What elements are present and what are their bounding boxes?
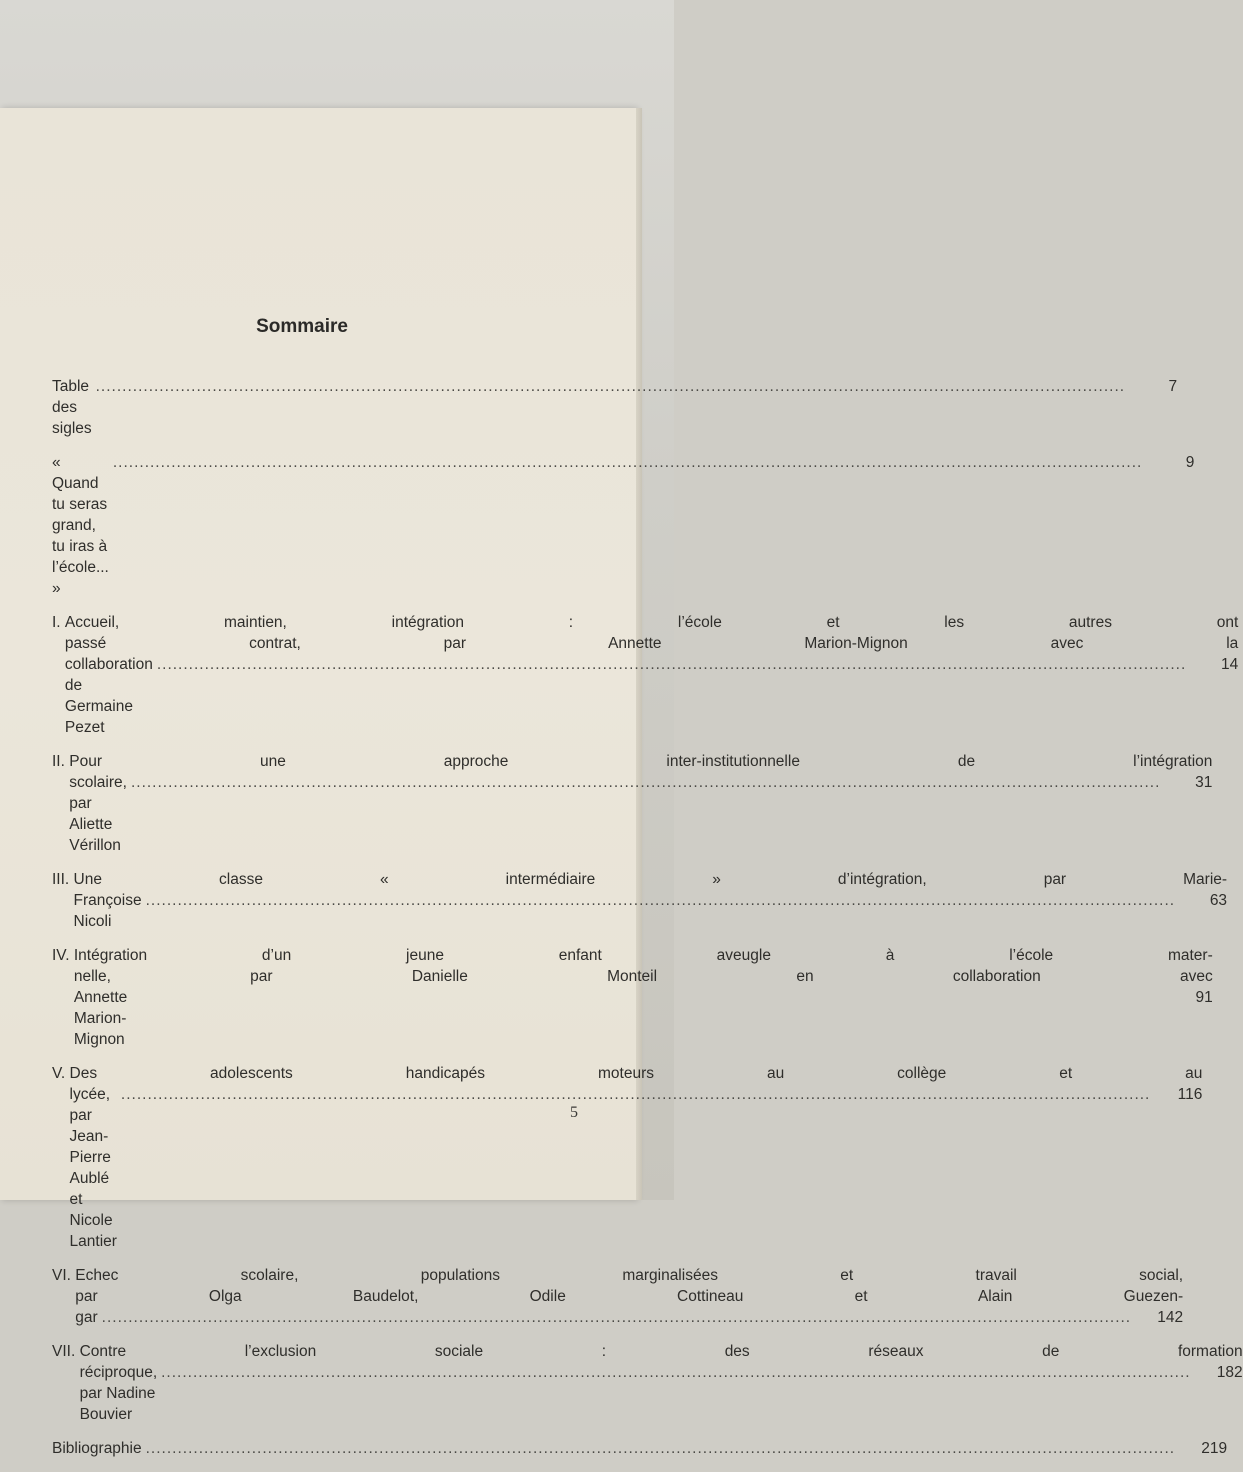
toc-entry-line: Une classe « intermédiaire » d’intégration, par Marie-	[73, 871, 1228, 888]
toc-entry	[52, 376, 1178, 439]
toc-entry-number: I.	[52, 614, 65, 631]
toc-entry-number: III.	[52, 871, 74, 888]
toc-entry-last-line	[65, 654, 1238, 738]
toc-page-number: 142	[1157, 1309, 1184, 1326]
dot-leader	[102, 1307, 1131, 1328]
table-of-contents	[52, 376, 1243, 1472]
toc-entry-number: V.	[52, 1065, 70, 1082]
toc-entry-last-line	[69, 772, 1212, 856]
dot-leader	[113, 452, 1142, 473]
toc-page-number: 182	[1216, 1364, 1243, 1381]
toc-entry	[52, 945, 1213, 1050]
toc-entry-body	[70, 1063, 1203, 1252]
toc-entry-line: passé contrat, par Annette Marion-Mignon avec la	[64, 635, 1239, 652]
toc-entry	[52, 751, 1213, 856]
toc-page-number: 63	[1209, 892, 1228, 909]
dot-leader	[121, 1084, 1150, 1105]
toc-entry-line: Contre l’exclusion sociale : des réseaux de formation	[79, 1343, 1243, 1360]
toc-page-number: 14	[1221, 656, 1239, 673]
toc-entry-title: Bibliographie	[52, 1440, 142, 1457]
toc-entry-title: Françoise Nicoli	[73, 892, 142, 930]
toc-entry-title: gar	[75, 1309, 98, 1326]
toc-entry-body	[74, 945, 1213, 1050]
toc-page-number: 91	[1195, 989, 1213, 1006]
dot-leader	[131, 772, 1160, 793]
dot-leader	[161, 1362, 1190, 1383]
dot-leader	[157, 654, 1186, 675]
toc-entry-line: Intégration d’un jeune enfant aveugle à l’école mater-	[73, 947, 1213, 964]
toc-entry-body	[74, 869, 1228, 932]
page-folio: 5	[570, 1104, 578, 1121]
toc-entry-number: II.	[52, 753, 70, 770]
toc-entry	[52, 612, 1239, 738]
toc-entry-title: lycée, par Jean-Pierre Aublé et Nicole Lantier	[69, 1086, 117, 1250]
toc-page-number: 219	[1201, 1440, 1228, 1457]
toc-entry-last-line	[74, 890, 1228, 932]
toc-entry-line: Des adolescents handicapés moteurs au collège et au	[69, 1065, 1203, 1082]
dot-leader	[146, 890, 1175, 911]
toc-entry-title: Table des sigles	[52, 378, 92, 437]
toc-entry-line: nelle, par Danielle Monteil en collaboration avec	[73, 968, 1213, 985]
toc-entry-last-line	[70, 1084, 1203, 1252]
toc-entry	[52, 869, 1228, 932]
toc-entry	[52, 452, 1195, 599]
toc-entry-body	[69, 751, 1212, 856]
toc-entry-last-line	[75, 1307, 1183, 1328]
toc-entry-body	[65, 612, 1238, 738]
toc-page-number: 7	[1168, 378, 1178, 395]
toc-entry-last-line	[52, 1438, 1227, 1459]
toc-entry	[52, 1438, 1228, 1459]
toc-entry-title: scolaire, par Aliette Vérillon	[69, 774, 127, 854]
toc-page-number: 9	[1185, 454, 1195, 471]
toc-entry-body	[75, 1265, 1183, 1328]
toc-entry-title: Annette Marion-Mignon	[73, 989, 128, 1048]
toc-entry	[52, 1341, 1243, 1425]
page-title: Sommaire	[256, 316, 348, 337]
toc-entry-last-line	[52, 452, 1194, 599]
toc-entry-line: Echec scolaire, populations marginalisées et travail social,	[75, 1267, 1184, 1284]
toc-entry-title: « Quand tu seras grand, tu iras à l’école... »	[52, 454, 109, 597]
toc-entry-number: VII.	[52, 1343, 80, 1360]
toc-page-number: 116	[1177, 1086, 1203, 1103]
toc-entry	[52, 1265, 1184, 1328]
toc-entry-last-line	[74, 987, 1213, 1050]
toc-entry-last-line	[80, 1362, 1243, 1425]
toc-entry-line: Accueil, maintien, intégration : l’école et les autres ont	[64, 614, 1239, 631]
toc-entry-body	[52, 1438, 1227, 1459]
toc-entry-number: IV.	[52, 947, 74, 964]
dot-leader	[146, 1438, 1175, 1459]
toc-entry-body	[80, 1341, 1243, 1425]
toc-entry	[52, 1063, 1203, 1252]
toc-entry-title: collaboration de Germaine Pezet	[64, 656, 153, 736]
toc-entry-body	[52, 376, 1177, 439]
toc-entry-body	[52, 452, 1194, 599]
dot-leader	[96, 376, 1125, 397]
toc-entry-title: réciproque, par Nadine Bouvier	[79, 1364, 158, 1423]
toc-entry-line: par Olga Baudelot, Odile Cottineau et Alain Guezen-	[75, 1288, 1184, 1305]
toc-entry-last-line	[52, 376, 1177, 439]
toc-entry-line: Pour une approche inter-institutionnelle de l’intégration	[69, 753, 1213, 770]
toc-entry-number: VI.	[52, 1267, 76, 1284]
toc-page-number: 31	[1195, 774, 1213, 791]
